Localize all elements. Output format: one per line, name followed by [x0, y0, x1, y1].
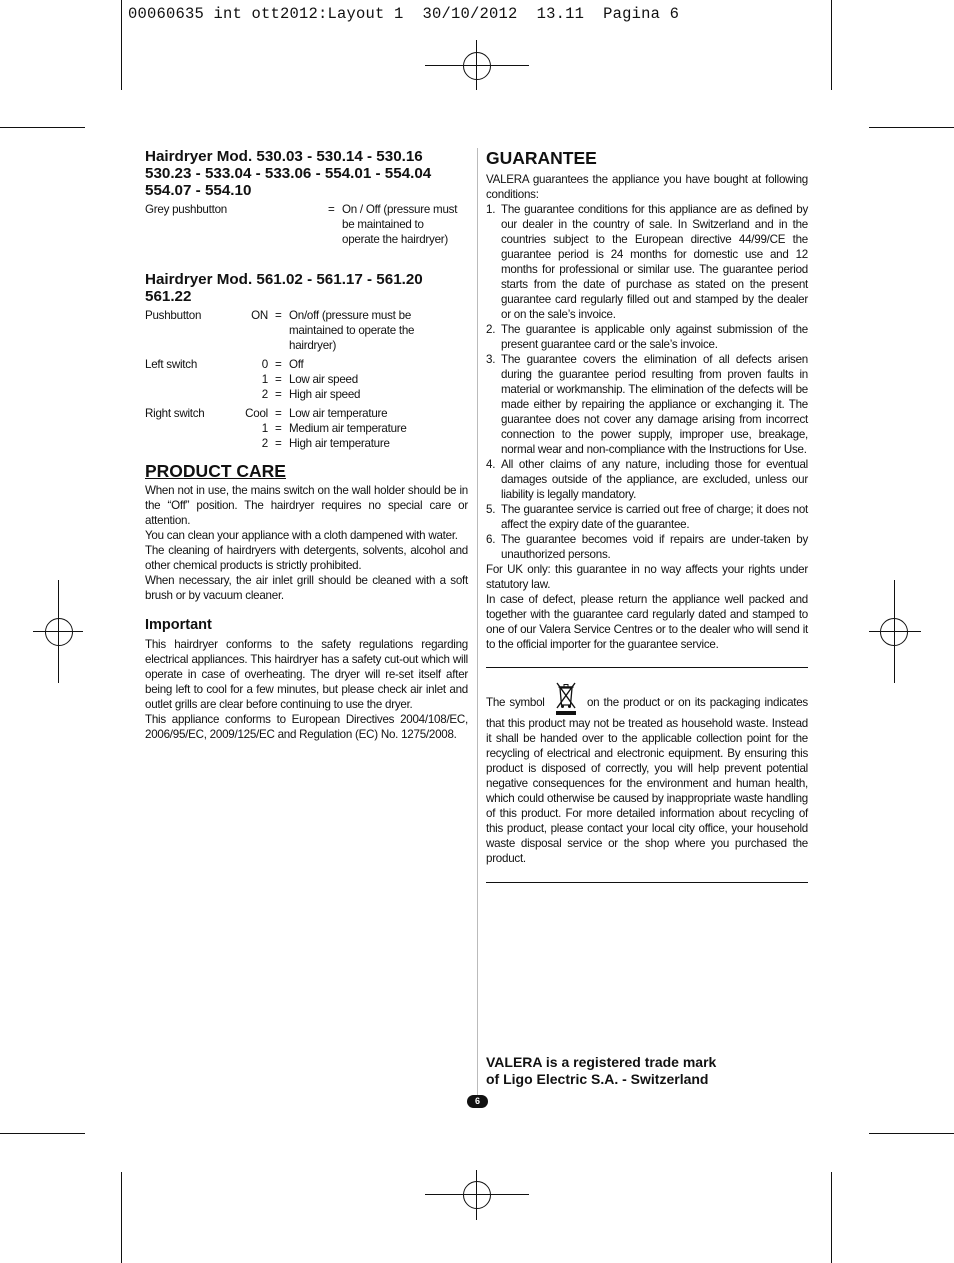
trademark-note: VALERA is a registered trade mark of Ligo Electric S.A. - Switzerland	[486, 1054, 717, 1087]
important-heading: Important	[145, 617, 212, 633]
crossed-out-wheelie-bin-icon	[553, 680, 579, 716]
guarantee-heading: GUARANTEE	[486, 148, 597, 168]
separator-line	[486, 882, 808, 883]
important-text: This hairdryer conforms to the safety regulations regarding electrical appliances. This hairdryer has a safety cut-out which will operate in case of overheating. The dryer will re-set itself after being left to cool for a few minutes, but please check air inlet and outlet grills are clear before continuing to use the dryer. This appliance conforms to European Directives 2004/108/EC, 2006/95/EC, 2009/125/EC and Regulation (EC) No. 1275/2008.	[145, 638, 468, 741]
spec-row: 1 = Low air speed	[261, 373, 358, 386]
list-item: 3. The guarantee covers the elimination of all defects arisen during the guarantee period resulting from proven faults in material or workmanship. The elimination of the defects will be made either by repairing the appliance or exchanging it. The guarantee does not cover any damage arising from incorrect connection to the power supply, improper use, breakage, normal wear and non-compliance with the Instructions for Use.	[486, 353, 808, 456]
model2-spec	[145, 308, 468, 451]
list-item: 6. The guarantee becomes void if repairs are under-taken by unauthorized persons.	[486, 533, 808, 561]
spec-row: maintained to operate the	[289, 324, 415, 337]
guarantee-list	[486, 202, 808, 562]
spec-row: hairdryer)	[289, 339, 337, 352]
spec-row: Left switch 0 = Off	[145, 358, 304, 371]
model1-title: Hairdryer Mod. 530.03 - 530.14 - 530.16 530.23 - 533.04 - 533.06 - 554.01 - 554.04 554.07 - 554.10	[145, 148, 432, 199]
spec-row: 2 = High air speed	[261, 388, 361, 401]
spec-row: 2 = High air temperature	[261, 437, 390, 450]
weee-text: The symbol on the product or on its packaging indicates that this product may not be treated as household waste. Instead it shall be handed over to the applicable collection point for the recycling of electrical and electronic equipment. By ensuring this product is disposed of correctly, you will help prevent potential negative consequences for the environment and human health, which could otherwise be caused by inappropriate waste handling of this product. For more detailed information about recycling of this product, please contact your local city office, your household waste disposal service or the shop where you purchased the product.	[486, 680, 808, 866]
product-care-heading: PRODUCT CARE	[145, 461, 286, 481]
list-item: 2. The guarantee is applicable only against submission of the present guarantee card or the sale’s invoice.	[486, 323, 808, 351]
product-care-text: When not in use, the mains switch on the wall holder should be in the “Off” position. The hairdryer requires no special care or attention. You can clean your appliance with a cloth dampened with water. The cleaning of hairdryers with detergents, solvents, alcohol and other chemical products is strictly prohibited. When necessary, the air inlet grill should be cleaned with a soft brush or by vacuum cleaner.	[145, 484, 468, 602]
model1-spec	[145, 202, 468, 247]
guarantee-defect-note: In case of defect, please return the appliance well packed and together with the guarantee card regularly dated and stamped to one of our Valera Service Centres or to the dealer who will send it to the official importer for the guarantee service.	[486, 593, 808, 651]
spec-label: Grey pushbutton	[145, 203, 227, 216]
guarantee-intro: VALERA guarantees the appliance you have bought at following conditions:	[486, 173, 808, 201]
page-number-badge: 6	[467, 1095, 488, 1108]
list-item: 4. All other claims of any nature, including those for eventual damages outside of the appliance, are excluded, unless our liability is legally mandatory.	[486, 458, 808, 501]
right-column	[486, 148, 808, 883]
separator-line	[486, 667, 808, 668]
model2-title: Hairdryer Mod. 561.02 - 561.17 - 561.20 561.22	[145, 271, 423, 305]
left-column	[145, 148, 468, 742]
guarantee-uk-note: For UK only: this guarantee in no way affects your rights under statutory law.	[486, 563, 808, 591]
column-divider	[477, 148, 478, 1104]
spec-row: Right switch Cool = Low air temperature	[145, 407, 388, 420]
spec-eq: =	[328, 203, 335, 216]
spec-value: On / Off (pressure must be maintained to operate the hairdryer)	[342, 203, 458, 246]
spec-row: 1 = Medium air temperature	[261, 422, 407, 435]
spec-row: Pushbutton ON = On/off (pressure must be	[145, 309, 412, 322]
list-item: 1. The guarantee conditions for this appliance are as defined by our dealer in the country of sale. In Switzerland and in the countries subject to the European directive 44/99/CE the guarantee period is 24 months for domestic use and 12 months for professional or similar use. The guarantee period starts from the date of purchase as stated on the present guarantee card regularly filled out and stamped by the dealer or on the sale’s invoice.	[486, 203, 808, 321]
printer-slug: 00060635 int ott2012:Layout 1 30/10/2012 13.11 Pagina 6	[128, 5, 680, 23]
list-item: 5. The guarantee service is carried out free of charge; it does not affect the expiry date of the guarantee.	[486, 503, 808, 531]
